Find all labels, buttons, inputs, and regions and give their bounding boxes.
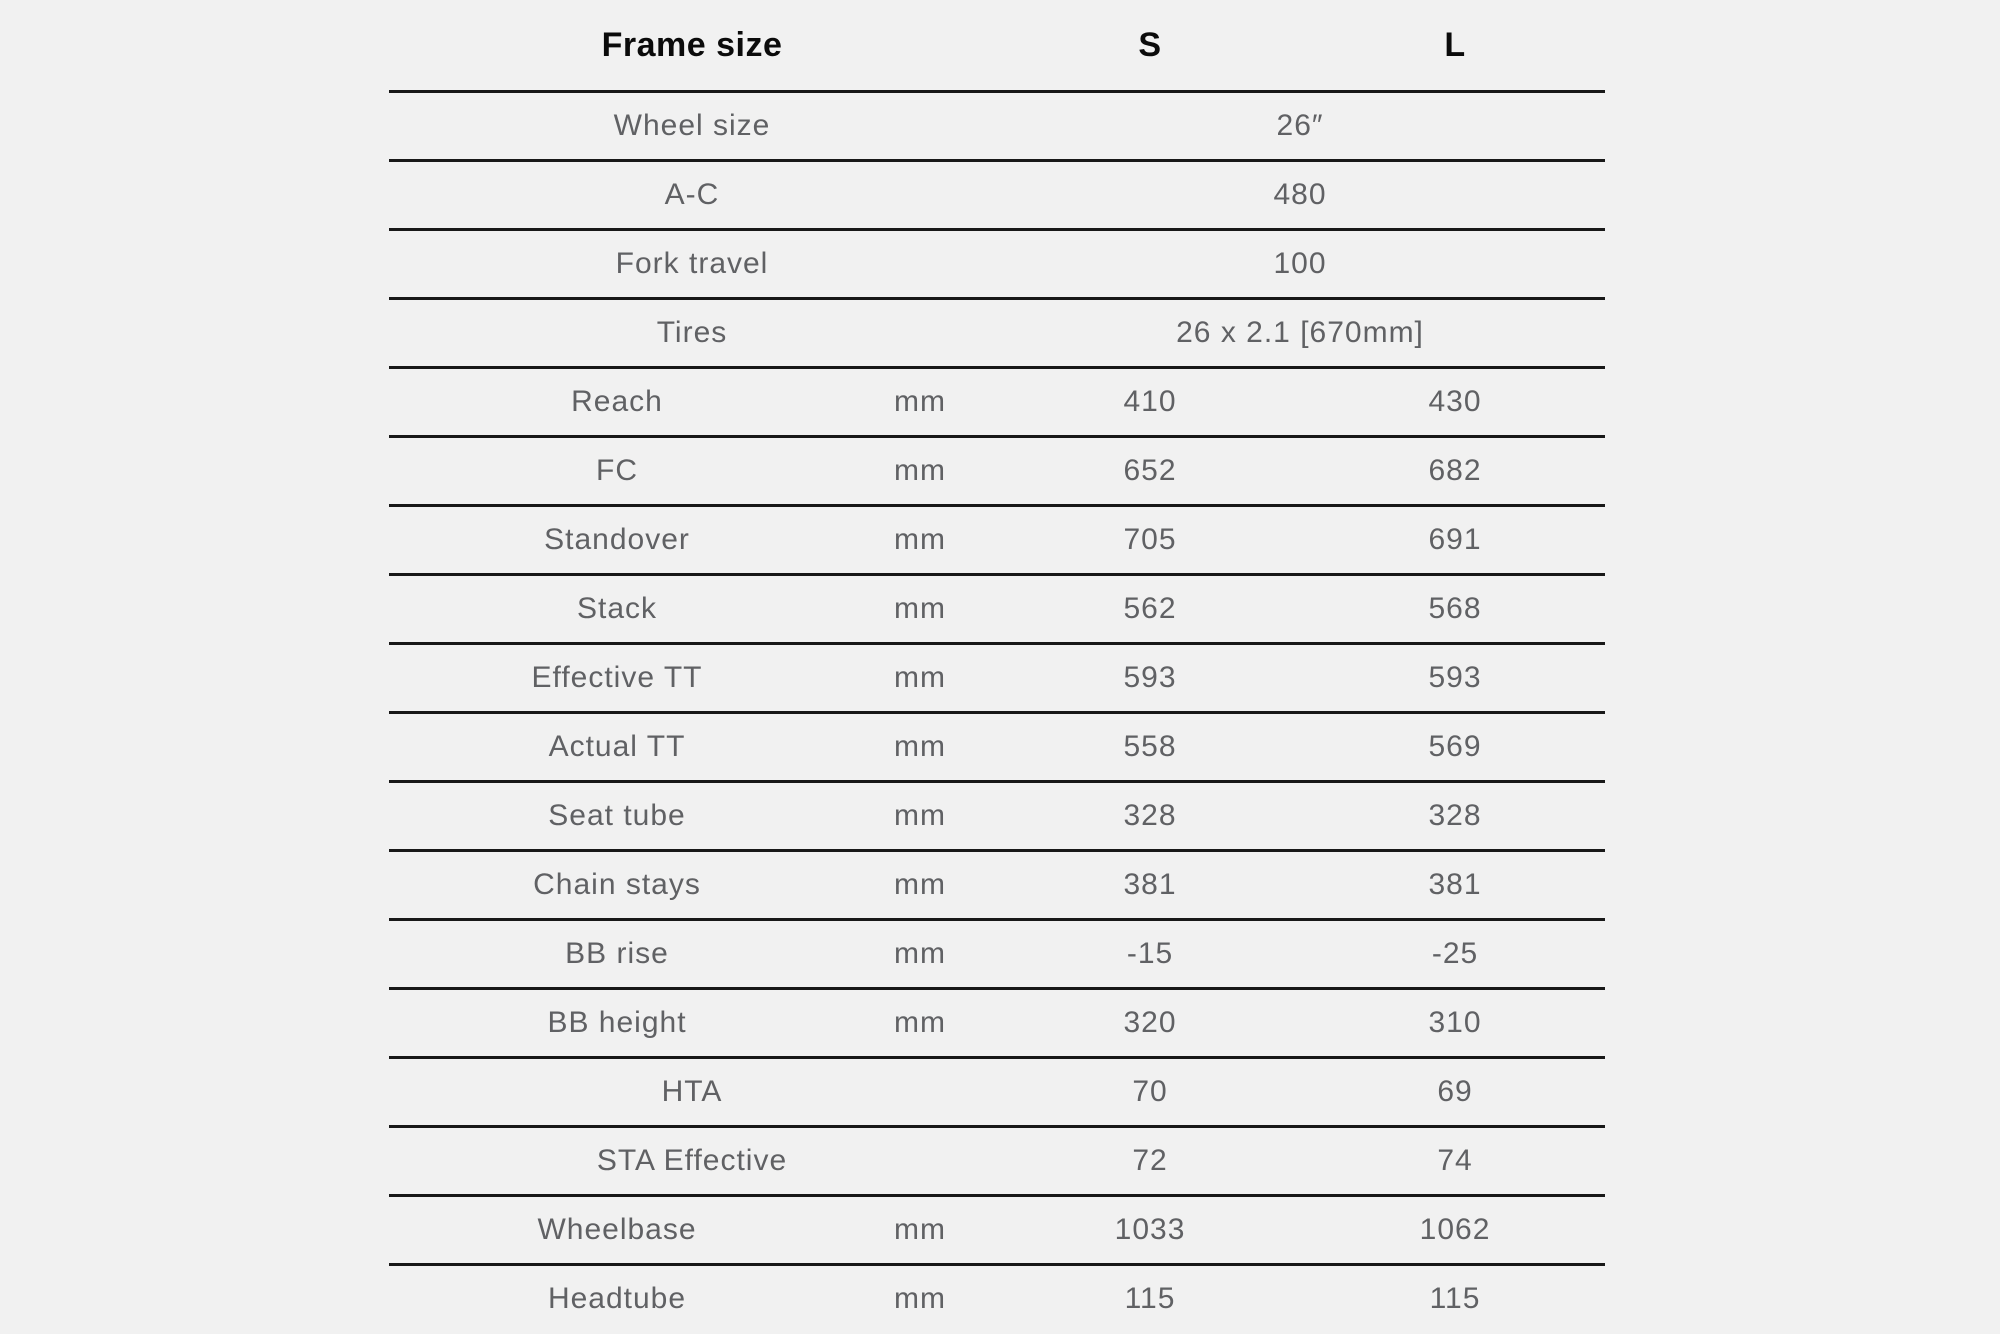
header-size-l: L xyxy=(1444,25,1466,64)
row-value-merged: 26″ xyxy=(1276,109,1324,142)
row-value-s: 328 xyxy=(1123,799,1177,832)
row-label: BB height xyxy=(547,1006,687,1039)
row-value-s: -15 xyxy=(1126,937,1174,970)
row-unit: mm xyxy=(894,1282,946,1315)
row-value-l: 74 xyxy=(1437,1144,1473,1177)
row-unit: mm xyxy=(894,937,946,970)
row-label: Chain stays xyxy=(533,868,701,901)
table-row xyxy=(389,782,1605,851)
row-unit: mm xyxy=(894,523,946,556)
row-value-s: 381 xyxy=(1123,868,1177,901)
row-unit: mm xyxy=(894,799,946,832)
row-label: STA Effective xyxy=(596,1144,788,1177)
row-unit: mm xyxy=(894,868,946,901)
row-label: BB rise xyxy=(565,937,669,970)
spec-table xyxy=(389,0,1605,1332)
row-value-l: 569 xyxy=(1428,730,1482,763)
row-value-merged: 26 x 2.1 [670mm] xyxy=(1176,316,1424,349)
header-frame-size: Frame size xyxy=(601,25,783,64)
row-value-l: 1062 xyxy=(1419,1213,1491,1246)
row-value-s: 558 xyxy=(1123,730,1177,763)
row-value-s: 1033 xyxy=(1114,1213,1186,1246)
table-row xyxy=(389,989,1605,1058)
row-value-l: -25 xyxy=(1431,937,1479,970)
row-unit: mm xyxy=(894,1213,946,1246)
table-row xyxy=(389,368,1605,437)
row-value-merged: 480 xyxy=(1273,178,1327,211)
row-value-s: 652 xyxy=(1123,454,1177,487)
row-value-l: 682 xyxy=(1428,454,1482,487)
table-row xyxy=(389,299,1605,368)
row-unit: mm xyxy=(894,385,946,418)
table-row xyxy=(389,1058,1605,1127)
table-row xyxy=(389,713,1605,782)
row-value-l: 328 xyxy=(1428,799,1482,832)
row-value-s: 320 xyxy=(1123,1006,1177,1039)
row-value-merged: 100 xyxy=(1273,247,1327,280)
table-row xyxy=(389,851,1605,920)
row-unit: mm xyxy=(894,730,946,763)
row-label: HTA xyxy=(661,1075,723,1108)
row-label: Tires xyxy=(656,316,728,349)
row-unit: mm xyxy=(894,454,946,487)
row-value-s: 562 xyxy=(1123,592,1177,625)
row-value-s: 70 xyxy=(1132,1075,1168,1108)
row-label: FC xyxy=(596,454,638,487)
row-value-s: 593 xyxy=(1123,661,1177,694)
table-row xyxy=(389,230,1605,299)
row-label: Wheel size xyxy=(613,109,771,142)
table-row xyxy=(389,1265,1605,1333)
row-unit: mm xyxy=(894,592,946,625)
row-unit: mm xyxy=(894,661,946,694)
table-row xyxy=(389,437,1605,506)
row-label: Reach xyxy=(571,385,663,418)
row-value-l: 691 xyxy=(1428,523,1482,556)
table-row xyxy=(389,92,1605,161)
spec-table-container xyxy=(389,0,1605,1332)
row-value-l: 381 xyxy=(1428,868,1482,901)
row-label: Effective TT xyxy=(531,661,703,694)
row-label: Actual TT xyxy=(548,730,686,763)
spec-table-body xyxy=(389,92,1605,1333)
header-size-s: S xyxy=(1138,25,1162,64)
row-label: Fork travel xyxy=(615,247,769,280)
row-unit: mm xyxy=(894,1006,946,1039)
table-row xyxy=(389,506,1605,575)
table-row xyxy=(389,920,1605,989)
row-label: Stack xyxy=(576,592,658,625)
table-row xyxy=(389,575,1605,644)
table-row xyxy=(389,644,1605,713)
table-row xyxy=(389,1127,1605,1196)
row-value-l: 593 xyxy=(1428,661,1482,694)
row-value-l: 430 xyxy=(1428,385,1482,418)
table-row xyxy=(389,1196,1605,1265)
row-value-l: 69 xyxy=(1437,1075,1473,1108)
row-value-s: 410 xyxy=(1123,385,1177,418)
table-header-row xyxy=(389,0,1605,92)
row-value-l: 310 xyxy=(1428,1006,1482,1039)
row-label: Seat tube xyxy=(548,799,686,832)
row-value-s: 115 xyxy=(1124,1282,1176,1315)
table-row xyxy=(389,161,1605,230)
row-value-l: 115 xyxy=(1429,1282,1481,1315)
row-label: Wheelbase xyxy=(537,1213,697,1246)
row-value-s: 705 xyxy=(1123,523,1177,556)
row-value-s: 72 xyxy=(1132,1144,1168,1177)
row-label: Standover xyxy=(544,523,690,556)
row-label: Headtube xyxy=(547,1282,687,1315)
row-value-l: 568 xyxy=(1428,592,1482,625)
row-label: A-C xyxy=(664,178,720,211)
